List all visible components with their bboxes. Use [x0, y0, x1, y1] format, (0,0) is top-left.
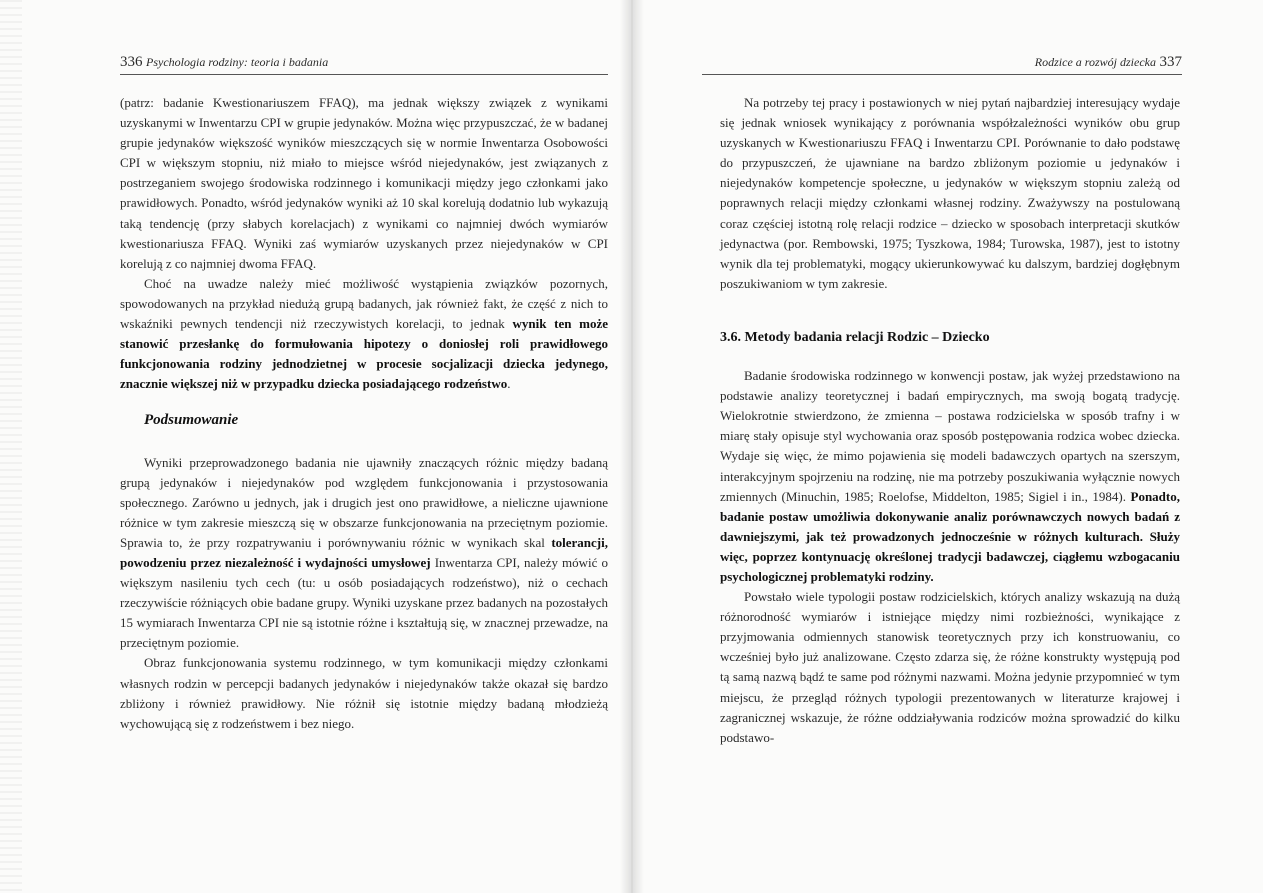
left-page-body — [120, 93, 608, 734]
left-running-head: Psychologia rodziny: teoria i badania — [146, 55, 329, 69]
right-running-head: Rodzice a rozwój dziecka — [1034, 55, 1156, 69]
paragraph — [120, 274, 608, 395]
bold-text-span: tolerancji, powodzeniu przez niezależność i wydajności umysłowej — [120, 534, 608, 570]
text-span: Na potrzeby tej pracy i postawionych w niej pytań najbardziej interesujący wydaje się jednak wniosek wynikający z porównania współzależności wyników obu grup uzyskanych w Kwestionariuszu FFAQ i Inwentarzu CPI. Porównanie to dało podstawę do przypuszczeń, że ujawniane na bardzo zbliżonym poziomie u jedynaków i niejedynaków kompetencje społeczne, u jedynaków w większym stopniu zależą od poprawnych relacji między członkami własnej rodziny. Zważywszy na postulowaną coraz częściej istotną rolę relacji rodzice – dziecko w sposobach interpretacji skutków jedynactwa (por. Rembowski, 1975; Tyszkowa, 1984; Turowska, 1987), jest to istotny wynik dla tej problematyki, mogący ukierunkowywać ku dalszym, bardziej dogłębnym poszukiwaniom w tym zakresie. — [720, 95, 1180, 291]
text-span: Badanie środowiska rodzinnego w konwencji postaw, jak wyżej przedstawiono na podstawie analizy teoretycznej i badań empirycznych, ma swoją bogatą tradycję. Wielokrotnie stwierdzono, że zmienna – postawa rodzicielska w sposób trafny i w miarę stały opisuje styl wychowania oraz sposób postępowania rodzica wobec dziecka. Wydaje się więc, że mimo pojawienia się modeli badawczych opartych na szerszym, interakcyjnym spojrzeniu na rodzinę, nie ma potrzeby poszukiwania wyłącznie nowych zmiennych (Minuchin, 1985; Roelofse, Middelton, 1985; Sigiel i in., 1984). — [720, 368, 1180, 504]
paragraph — [120, 653, 608, 733]
left-page — [0, 0, 631, 893]
paragraph — [120, 453, 608, 654]
paragraph — [720, 93, 1180, 294]
subheading-summary: Podsumowanie — [144, 412, 239, 429]
text-span: Obraz funkcjonowania systemu rodzinnego, w tym komunikacji między członkami własnych rodzin w percepcji badanych jedynaków i niejedynaków także okazał się bardzo zbliżony i również prawidłowy. Nie różnił się istotnie między badaną młodzieżą wychowującą się z rodzeństwem i bez niego. — [120, 655, 608, 731]
paragraph — [720, 587, 1180, 748]
bold-text-span: Ponadto, badanie postaw umożliwia dokonywanie analiz porównawczych nowych badań z dawniejszymi, jak też prowadzonych jednocześnie w różnych kulturach. Służy więc, poprzez kontynuację określonej tradycji badawczej, ciągłemu wzbogacaniu psychologicznej problematyki rodziny. — [720, 488, 1180, 584]
left-page-number: 336 — [120, 54, 143, 70]
text-span: Inwentarza CPI, należy mówić o większym nasileniu tych cech (tu: u osób posiadających rodzeństwo), niż o cechach rzeczywiście różniących obie badane grupy. Wyniki uzyskane przez badanych na pozostałych 15 wymiarach Inwentarza CPI nie są istotnie różne i kształtują się, w znacznej przewadze, na przeciętnym poziomie. — [120, 554, 608, 651]
right-page-body — [720, 93, 1180, 748]
right-page-number: 337 — [1159, 54, 1182, 70]
left-running-header — [120, 52, 608, 72]
text-span: Wyniki przeprowadzonego badania nie ujawniły znaczących różnic między badaną grupą jedynaków i niejedynaków pod względem funkcjonowania i przystosowania społecznego. Zarówno u jednych, jak i drugich jest ono prawidłowe, a nieliczne ujawnione różnice w tym zakresie mieszczą się w obszarze funkcjonowania na przeciętnym poziomie. Sprawia to, że przy rozpatrywaniu i porównywaniu różnic w wynikach skal — [120, 454, 608, 550]
section-heading: 3.6. Metody badania relacji Rodzic – Dziecko — [720, 329, 990, 345]
paragraph — [720, 366, 1180, 587]
text-span: Powstało wiele typologii postaw rodzicielskich, których analizy wskazują na dużą różnorodność wymiarów i istniejące między nimi rozbieżności, wynikające z przyjmowania odmiennych stanowisk teoretycznych przy ich konstruowaniu, co wcześniej było już analizowane. Często zdarza się, że różne konstrukty występują pod tą samą nazwą bądź te same pod różnymi nazwami. Można jedynie przypomnieć w tym miejscu, że przegląd różnych typologii prezentowanych w literaturze krajowej i zagranicznej wskazuje, że różne oddziaływania rodziców można sprowadzić do kilku podstawo- — [720, 589, 1180, 745]
right-header-rule — [702, 74, 1182, 75]
text-span: . — [507, 376, 511, 392]
right-page — [632, 0, 1263, 893]
right-running-header — [702, 52, 1182, 72]
text-span: (patrz: badanie Kwestionariuszem FFAQ), ma jednak większy związek z wynikami uzyskanymi w Inwentarzu CPI w grupie jedynaków. Można więc przypuszczać, że w badanej grupie jedynaków większość wyników mieszczących się w normie Inwentarza Osobowości CPI w większym stopniu, niż miało to miejsce wśród niejedynaków, jest związanych z postrzeganiem swojego środowiska rodzinnego i komunikacji między jego członkami jako prawidłowych. Ponadto, wśród jedynaków wyniki aż 10 skal korelują dodatnio lub wykazują taką tendencję (przy słabych korelacjach) z wynikami co najmniej dwóch wymiarów kwestionariusza FFAQ. Wyniki zaś wymiarów uzyskanych przez niejedynaków w CPI korelują z co najmniej dwoma FFAQ. — [120, 95, 608, 271]
left-header-rule — [120, 74, 608, 75]
text-span: Choć na uwadze należy mieć możliwość wystąpienia związków pozornych, spowodowanych na przykład niedużą grupą badanych, jak również fakt, że część z nich to wskaźniki pewnych tendencji niż rzeczywistych korelacji, to jednak — [120, 275, 608, 332]
paragraph — [120, 93, 608, 274]
bold-text-span: wynik ten może stanowić przesłankę do formułowania hipotezy o doniosłej roli prawidłowego funkcjonowania rodziny jednodzietnej w procesie socjalizacji dziecka jedynego, znacznie większej niż w przypadku dziecka posiadającego rodzeństwo — [120, 316, 608, 392]
